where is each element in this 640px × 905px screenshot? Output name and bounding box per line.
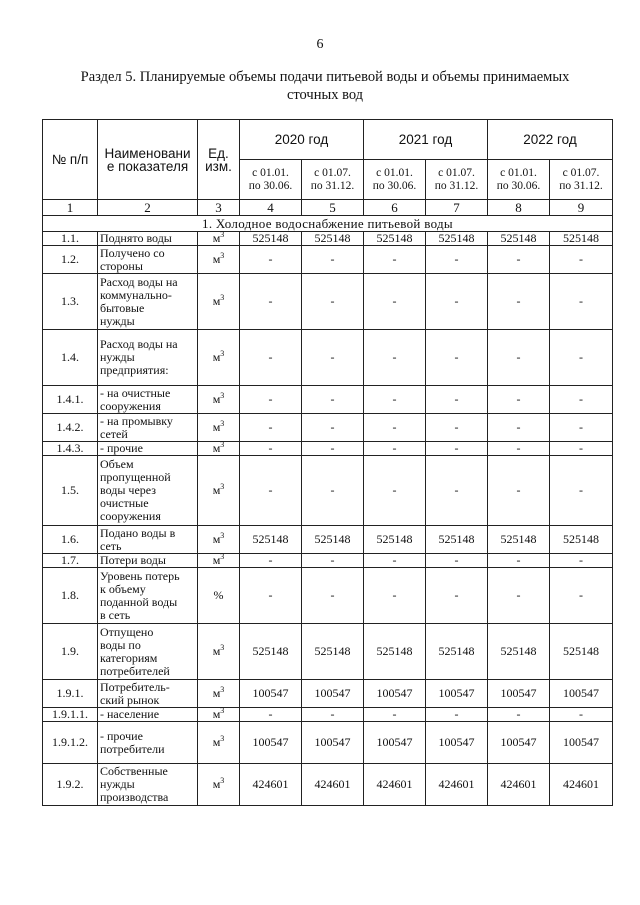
- value-cell: -: [302, 330, 364, 386]
- period-start: с 01.07.: [438, 166, 475, 179]
- indicator-name-line: Расход воды на: [100, 274, 178, 289]
- unit-superscript: 3: [220, 643, 225, 652]
- indicator-name-line: - прочие: [100, 728, 143, 743]
- indicator-name-line: стороны: [100, 258, 143, 273]
- unit-superscript: 3: [220, 531, 225, 540]
- indicator-name-line: Поднято воды: [100, 231, 172, 245]
- header-unit: [198, 120, 240, 200]
- indicator-name: [98, 722, 198, 764]
- row-number: 1.4.1.: [43, 386, 98, 414]
- table-row: [43, 722, 613, 764]
- unit-text: м: [212, 252, 221, 266]
- value-cell: -: [302, 456, 364, 526]
- value-cell: 100547: [488, 722, 550, 764]
- indicator-name-line: очистные: [100, 496, 149, 510]
- unit-text: м: [212, 777, 221, 791]
- value-cell: 100547: [550, 722, 613, 764]
- value-cell: -: [302, 554, 364, 568]
- section-row: [43, 216, 613, 232]
- indicator-name-line: - на очистные: [100, 385, 171, 400]
- value-cell: -: [302, 708, 364, 722]
- value-cell: -: [302, 568, 364, 624]
- value-cell: 525148: [302, 526, 364, 554]
- unit-superscript: 3: [220, 552, 225, 561]
- unit-superscript: 3: [220, 419, 225, 428]
- table-row: [43, 624, 613, 680]
- value-cell: 424601: [240, 764, 302, 806]
- title-line-1: Раздел 5. Планируемые объемы подачи питьевой воды и объемы принимаемых: [80, 69, 570, 85]
- indicator-name-line: поданной воды: [100, 594, 178, 609]
- header-period: [550, 160, 613, 200]
- unit-text: м: [212, 441, 221, 455]
- value-cell: -: [240, 330, 302, 386]
- value-cell: -: [550, 386, 613, 414]
- unit-text: м: [212, 420, 221, 434]
- row-number: 1.9.1.: [43, 680, 98, 708]
- unit-superscript: 3: [220, 706, 225, 715]
- value-cell: -: [488, 554, 550, 568]
- period-start: с 01.07.: [562, 166, 600, 179]
- table-row: [43, 680, 613, 708]
- section-title: 1. Холодное водоснабжение питьевой воды: [43, 216, 613, 232]
- table-row: [43, 274, 613, 330]
- value-cell: -: [550, 246, 613, 274]
- unit-cell: [198, 624, 240, 680]
- unit-cell: [198, 680, 240, 708]
- unit-cell: [198, 722, 240, 764]
- value-cell: -: [550, 568, 613, 624]
- row-number: 1.7.: [43, 554, 98, 568]
- value-cell: -: [240, 414, 302, 442]
- header-period: [426, 160, 488, 200]
- value-cell: -: [550, 442, 613, 456]
- unit-superscript: 3: [220, 734, 225, 743]
- table-row: [43, 414, 613, 442]
- value-cell: 100547: [426, 680, 488, 708]
- value-cell: -: [364, 456, 426, 526]
- header-year-2020: 2020 год: [240, 120, 364, 160]
- value-cell: 100547: [240, 722, 302, 764]
- value-cell: -: [364, 442, 426, 456]
- indicator-name-line: - прочие: [100, 441, 143, 455]
- value-cell: -: [426, 386, 488, 414]
- header-row-years: [43, 120, 613, 160]
- column-number: 7: [426, 200, 488, 216]
- indicator-name-line: воды через: [100, 483, 156, 497]
- indicator-name-line: коммунально-: [100, 287, 172, 302]
- row-number: 1.5.: [43, 456, 98, 526]
- unit-cell: [198, 442, 240, 456]
- period-end: по 30.06.: [372, 179, 417, 192]
- table-row: [43, 456, 613, 526]
- value-cell: 525148: [426, 232, 488, 246]
- value-cell: 525148: [550, 624, 613, 680]
- value-cell: 424601: [426, 764, 488, 806]
- indicator-name-line: Подано воды в: [100, 525, 176, 540]
- indicator-name-line: потребителей: [100, 663, 170, 678]
- indicator-name-line: потребители: [100, 741, 165, 756]
- value-cell: 525148: [550, 232, 613, 246]
- value-cell: -: [302, 386, 364, 414]
- table-row: [43, 708, 613, 722]
- value-cell: -: [364, 708, 426, 722]
- table-row: [43, 386, 613, 414]
- header-name: [98, 120, 198, 200]
- value-cell: -: [240, 386, 302, 414]
- unit-cell: [198, 414, 240, 442]
- indicator-name-line: Уровень потерь: [100, 568, 180, 583]
- unit-superscript: 3: [220, 776, 225, 785]
- value-cell: 525148: [426, 526, 488, 554]
- column-number: 5: [302, 200, 364, 216]
- column-number: 9: [550, 200, 613, 216]
- header-unit-line-1: Ед.: [208, 145, 229, 161]
- indicator-name: [98, 680, 198, 708]
- value-cell: -: [240, 568, 302, 624]
- value-cell: -: [550, 414, 613, 442]
- value-cell: -: [550, 708, 613, 722]
- header-num: № п/п: [43, 120, 98, 200]
- row-number: 1.9.2.: [43, 764, 98, 806]
- value-cell: 525148: [488, 526, 550, 554]
- value-cell: 100547: [426, 722, 488, 764]
- indicator-name: [98, 708, 198, 722]
- period-end: по 31.12.: [559, 179, 603, 192]
- unit-superscript: 3: [220, 685, 225, 694]
- value-cell: -: [302, 414, 364, 442]
- indicator-name: [98, 554, 198, 568]
- indicator-name-line: сеть: [100, 538, 122, 553]
- indicator-name-line: Получено со: [100, 245, 165, 260]
- row-number: 1.9.1.2.: [43, 722, 98, 764]
- value-cell: -: [550, 330, 613, 386]
- indicator-name: [98, 232, 198, 246]
- indicator-name-line: Потери воды: [100, 553, 166, 567]
- value-cell: -: [364, 414, 426, 442]
- indicator-name-line: ский рынок: [100, 692, 160, 707]
- table-row: [43, 442, 613, 456]
- indicator-name-line: - население: [100, 707, 160, 721]
- row-number: 1.9.: [43, 624, 98, 680]
- header-period: [240, 160, 302, 200]
- value-cell: 525148: [302, 232, 364, 246]
- indicator-name-line: в сеть: [100, 607, 131, 622]
- value-cell: 525148: [364, 624, 426, 680]
- unit-superscript: 3: [220, 293, 225, 302]
- value-cell: -: [240, 554, 302, 568]
- unit-text: м: [212, 532, 221, 546]
- value-cell: 525148: [550, 526, 613, 554]
- row-number: 1.4.: [43, 330, 98, 386]
- unit-cell: [198, 568, 240, 624]
- unit-cell: [198, 386, 240, 414]
- header-period: [364, 160, 426, 200]
- indicator-name-line: нужды: [100, 350, 135, 364]
- unit-text: м: [212, 483, 221, 497]
- value-cell: 525148: [364, 232, 426, 246]
- indicator-name: [98, 568, 198, 624]
- indicator-name-line: сооружения: [100, 398, 161, 413]
- value-cell: -: [364, 554, 426, 568]
- value-cell: -: [240, 246, 302, 274]
- unit-text: м: [212, 644, 221, 658]
- column-number: 2: [98, 200, 198, 216]
- header-name-line-1: Наименовани: [104, 145, 191, 161]
- value-cell: -: [488, 568, 550, 624]
- unit-text: м: [212, 350, 221, 364]
- table-row: [43, 554, 613, 568]
- value-cell: -: [240, 274, 302, 330]
- unit-superscript: 3: [220, 391, 225, 400]
- value-cell: -: [426, 246, 488, 274]
- value-cell: 424601: [364, 764, 426, 806]
- indicator-name: [98, 386, 198, 414]
- row-number: 1.1.: [43, 232, 98, 246]
- unit-superscript: 3: [220, 349, 225, 358]
- value-cell: -: [488, 330, 550, 386]
- row-number: 1.4.2.: [43, 414, 98, 442]
- indicator-name: [98, 456, 198, 526]
- value-cell: -: [364, 568, 426, 624]
- period-start: с 01.01.: [252, 166, 289, 179]
- value-cell: -: [426, 442, 488, 456]
- indicator-name-line: предприятия:: [100, 363, 169, 377]
- value-cell: -: [550, 274, 613, 330]
- title-line-2: сточных вод: [286, 87, 364, 103]
- value-cell: -: [426, 456, 488, 526]
- value-cell: -: [488, 442, 550, 456]
- value-cell: 100547: [302, 722, 364, 764]
- indicator-name: [98, 274, 198, 330]
- unit-text: м: [212, 392, 221, 406]
- value-cell: 525148: [302, 624, 364, 680]
- indicator-name: [98, 764, 198, 806]
- indicator-name: [98, 526, 198, 554]
- indicator-name: [98, 624, 198, 680]
- period-start: с 01.01.: [376, 166, 413, 179]
- unit-superscript: 3: [220, 230, 225, 239]
- value-cell: 100547: [364, 680, 426, 708]
- value-cell: -: [364, 274, 426, 330]
- unit-text: м: [212, 707, 221, 721]
- column-numbers-row: [43, 200, 613, 216]
- value-cell: -: [488, 246, 550, 274]
- indicator-name-line: Расход воды на: [100, 337, 178, 351]
- value-cell: -: [426, 274, 488, 330]
- value-cell: -: [488, 414, 550, 442]
- column-number: 8: [488, 200, 550, 216]
- row-number: 1.6.: [43, 526, 98, 554]
- row-number: 1.2.: [43, 246, 98, 274]
- value-cell: 525148: [240, 232, 302, 246]
- unit-cell: [198, 232, 240, 246]
- row-number: 1.4.3.: [43, 442, 98, 456]
- header-name-line-2: е показателя: [106, 158, 189, 174]
- value-cell: -: [240, 708, 302, 722]
- indicator-name-line: сетей: [100, 426, 128, 441]
- period-end: по 30.06.: [248, 179, 293, 192]
- value-cell: 525148: [426, 624, 488, 680]
- period-end: по 30.06.: [496, 179, 541, 192]
- value-cell: -: [426, 554, 488, 568]
- header-year-2021: 2021 год: [364, 120, 488, 160]
- column-number: 3: [198, 200, 240, 216]
- value-cell: 525148: [488, 232, 550, 246]
- value-cell: 424601: [488, 764, 550, 806]
- period-end: по 31.12.: [310, 179, 355, 192]
- value-cell: -: [302, 442, 364, 456]
- unit-text: м: [212, 553, 221, 567]
- indicator-name: [98, 414, 198, 442]
- value-cell: 424601: [550, 764, 613, 806]
- unit-cell: [198, 274, 240, 330]
- indicator-name-line: категориям: [100, 650, 158, 665]
- column-number: 4: [240, 200, 302, 216]
- page-number: 6: [316, 37, 324, 52]
- row-number: 1.3.: [43, 274, 98, 330]
- row-number: 1.8.: [43, 568, 98, 624]
- value-cell: 100547: [550, 680, 613, 708]
- indicator-name-line: Потребитель-: [100, 679, 170, 694]
- indicator-name: [98, 330, 198, 386]
- value-cell: -: [426, 414, 488, 442]
- period-start: с 01.07.: [314, 166, 351, 179]
- table-row: [43, 526, 613, 554]
- period-start: с 01.01.: [500, 166, 537, 179]
- indicator-name: [98, 246, 198, 274]
- indicator-name-line: нужды: [100, 313, 135, 328]
- table-row: [43, 232, 613, 246]
- unit-text: м: [212, 686, 221, 700]
- indicator-name-line: Собственные: [100, 764, 168, 778]
- header-unit-line-2: изм.: [205, 158, 232, 174]
- indicator-name-line: пропущенной: [100, 470, 171, 484]
- water-volumes-table: [42, 119, 613, 806]
- indicator-name: [98, 442, 198, 456]
- unit-superscript: 3: [220, 251, 225, 260]
- indicator-name-line: нужды: [100, 777, 135, 791]
- unit-cell: [198, 456, 240, 526]
- table-row: [43, 764, 613, 806]
- unit-cell: [198, 246, 240, 274]
- value-cell: 100547: [240, 680, 302, 708]
- value-cell: -: [302, 274, 364, 330]
- unit-cell: [198, 330, 240, 386]
- period-end: по 31.12.: [434, 179, 479, 192]
- unit-cell: [198, 554, 240, 568]
- indicator-name-line: сооружения: [100, 509, 161, 523]
- header-period: [302, 160, 364, 200]
- value-cell: -: [364, 246, 426, 274]
- indicator-name-line: - на промывку: [100, 413, 173, 428]
- indicator-name-line: бытовые: [100, 300, 145, 315]
- unit-text: м: [212, 735, 221, 749]
- value-cell: 424601: [302, 764, 364, 806]
- value-cell: -: [426, 708, 488, 722]
- indicator-name-line: Объем: [100, 457, 134, 471]
- header-period: [488, 160, 550, 200]
- value-cell: -: [240, 442, 302, 456]
- column-number: 1: [43, 200, 98, 216]
- section-title-heading: [60, 68, 590, 104]
- value-cell: -: [240, 456, 302, 526]
- value-cell: 100547: [364, 722, 426, 764]
- unit-text: %: [213, 588, 224, 602]
- value-cell: 525148: [364, 526, 426, 554]
- value-cell: -: [426, 330, 488, 386]
- row-number: 1.9.1.1.: [43, 708, 98, 722]
- table-row: [43, 330, 613, 386]
- indicator-name-line: производства: [100, 790, 169, 804]
- column-number: 6: [364, 200, 426, 216]
- value-cell: -: [302, 246, 364, 274]
- indicator-name-line: к объему: [100, 581, 146, 596]
- value-cell: -: [488, 386, 550, 414]
- unit-cell: [198, 708, 240, 722]
- table-row: [43, 246, 613, 274]
- value-cell: -: [488, 274, 550, 330]
- header-year-2022: 2022 год: [488, 120, 613, 160]
- unit-text: м: [212, 294, 221, 308]
- indicator-name-line: Отпущено: [100, 624, 154, 639]
- value-cell: -: [550, 456, 613, 526]
- table-row: [43, 568, 613, 624]
- value-cell: -: [426, 568, 488, 624]
- value-cell: -: [550, 554, 613, 568]
- value-cell: -: [488, 708, 550, 722]
- unit-text: м: [212, 231, 221, 245]
- value-cell: -: [364, 330, 426, 386]
- value-cell: -: [488, 456, 550, 526]
- value-cell: -: [364, 386, 426, 414]
- value-cell: 100547: [488, 680, 550, 708]
- unit-superscript: 3: [220, 482, 225, 491]
- indicator-name-line: воды по: [100, 637, 141, 652]
- unit-cell: [198, 764, 240, 806]
- value-cell: 525148: [488, 624, 550, 680]
- unit-cell: [198, 526, 240, 554]
- value-cell: 100547: [302, 680, 364, 708]
- value-cell: 525148: [240, 526, 302, 554]
- value-cell: 525148: [240, 624, 302, 680]
- unit-superscript: 3: [220, 440, 225, 449]
